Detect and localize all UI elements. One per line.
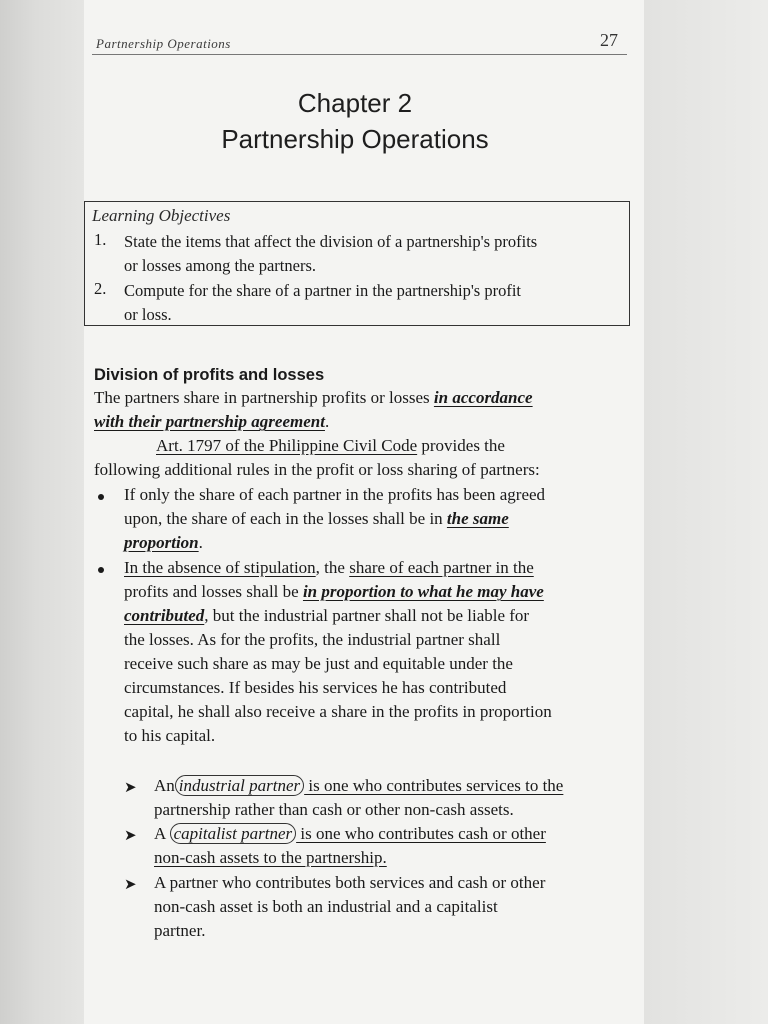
paragraph-line: partner. (154, 921, 206, 940)
objective-number: 1. (94, 230, 107, 249)
chapter-number: Chapter 2 (297, 88, 413, 118)
text-run: provides the (417, 436, 505, 455)
text-run: , but the industrial partner shall not be liable for (204, 606, 530, 625)
underlined-text: share of each partner in the (349, 558, 534, 577)
paragraph-line: receive such share as may be just and equitable under the (124, 654, 513, 673)
paragraph-line (124, 558, 534, 578)
bullet-icon (98, 567, 104, 573)
paragraph-line: non-cash asset is both an industrial and a capitalist (154, 897, 498, 916)
circled-term: industrial partner (175, 775, 304, 796)
arrow-bullet-icon: ➤ (124, 780, 137, 796)
chapter-title: Partnership Operations (221, 124, 489, 154)
arrow-bullet-icon: ➤ (124, 828, 137, 844)
emphasized-text: in accordance (433, 388, 533, 407)
emphasized-text: with their partnership agreement (94, 412, 325, 431)
section-heading: Division of profits and losses (94, 366, 325, 384)
paragraph-line (156, 436, 505, 456)
paragraph-line (154, 800, 514, 820)
page-number: 27 (600, 30, 618, 50)
text-run: An (154, 776, 175, 795)
paragraph-line: capital, he shall also receive a share in the profits in proportion (124, 702, 552, 721)
underlined-text: In the absence of stipulation (124, 558, 316, 577)
paragraph-line (124, 582, 544, 602)
text-run: The partners share in partnership profits or losses (94, 388, 434, 407)
header-rule (92, 54, 627, 55)
paragraph-line: the losses. As for the profits, the industrial partner shall (124, 630, 501, 649)
paragraph-line: circumstances. If besides his services he has contributed (124, 678, 507, 697)
paragraph-line: A partner who contributes both services and cash or other (154, 873, 546, 892)
text-run: following additional rules in the profit or loss sharing of partners: (94, 460, 540, 479)
text-run: . (324, 412, 330, 431)
underlined-text: is one who contributes cash or other (296, 824, 546, 843)
bullet-icon (98, 494, 104, 500)
running-head: Partnership Operations (96, 36, 231, 51)
text-run: profits and losses shall be (124, 582, 303, 601)
page-margin-background (644, 0, 768, 1024)
paragraph-line (124, 485, 545, 505)
objective-text: or loss. (124, 305, 172, 324)
arrow-bullet-icon: ➤ (124, 877, 137, 893)
paragraph-line (124, 606, 529, 626)
paragraph-line (154, 848, 387, 868)
paragraph-line (124, 533, 203, 553)
paragraph-line (154, 776, 563, 796)
text-run: If only the share of each partner in the profits has been agreed (124, 485, 546, 504)
paragraph-line: to his capital. (124, 726, 216, 745)
underlined-text: non-cash assets to the partnership. (154, 848, 387, 867)
circled-term: capitalist partner (170, 823, 297, 844)
underlined-text: is one who contributes services to the (304, 776, 564, 795)
emphasized-text: in proportion to what he may have (302, 582, 544, 601)
paragraph-line (94, 460, 540, 480)
learning-objectives-heading: Learning Objectives (92, 206, 231, 225)
objective-text: Compute for the share of a partner in the partnership's profit (124, 281, 522, 300)
paragraph-line (124, 509, 509, 529)
emphasized-text: the same (446, 509, 509, 528)
underlined-text: Art. 1797 of the Philippine Civil Code (156, 436, 418, 455)
objective-text: or losses among the partners. (124, 256, 316, 275)
emphasized-text: proportion (124, 533, 199, 552)
emphasized-text: contributed (124, 606, 205, 625)
objective-number: 2. (94, 279, 107, 298)
text-run: partnership rather than cash or other non-cash assets. (154, 800, 514, 819)
paragraph-line (94, 412, 329, 432)
paragraph-line (94, 388, 533, 408)
paragraph-line (154, 824, 546, 844)
text-run: . (198, 533, 203, 552)
text-run: , the (315, 558, 350, 577)
spine-shadow (0, 0, 90, 1024)
text-run: upon, the share of each in the losses shall be in (124, 509, 447, 528)
objective-text: State the items that affect the division of a partnership's profits (124, 232, 538, 251)
text-run: A (154, 824, 170, 843)
